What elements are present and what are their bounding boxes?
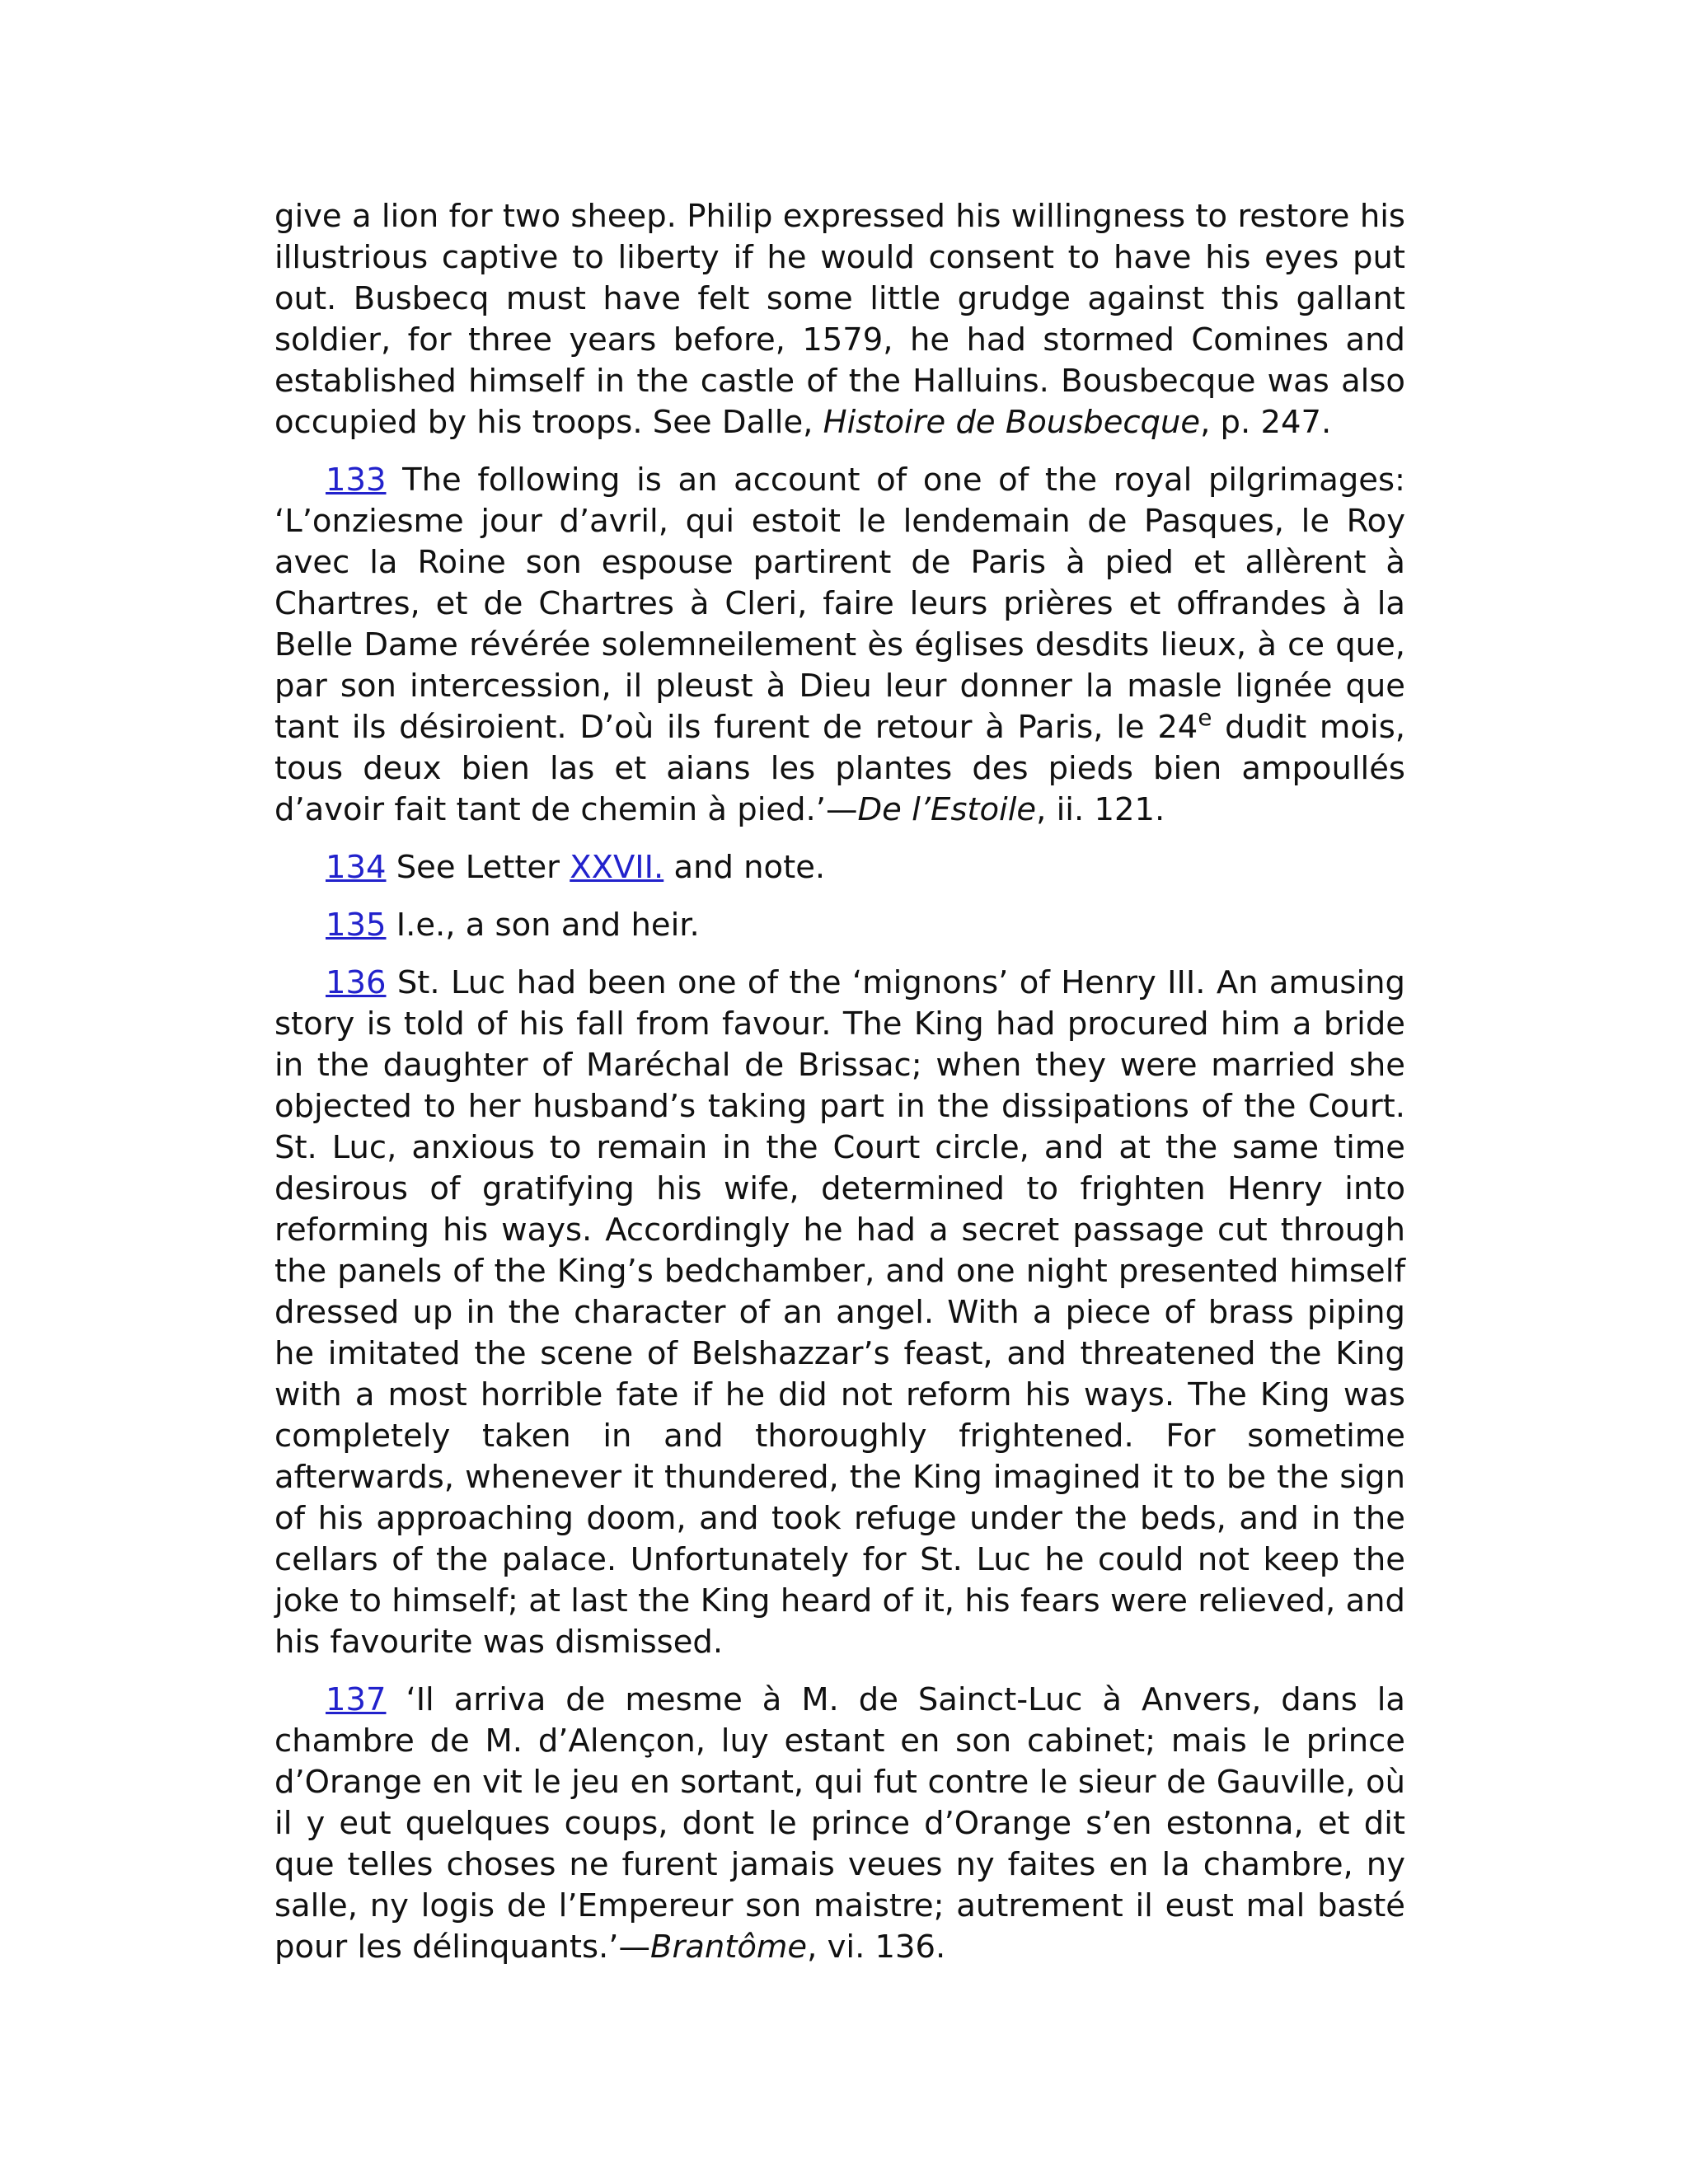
footnote-text: ‘Il arriva de mesme à M. de Sainct-Luc à Anvers, dans la chambre de M. d’Alençon, luy estant en son cabinet; mais le prince d’Orange en vit le jeu en sortant, qui fut contre le sieur de Gauville, où il y eut quelques coups, dont le prince d’Orange s’en estonna, et dit que telles choses ne furent jamais veues ny faites en la chambre, ny salle, ny logis de l’Empereur son maistre; autrement il eust mal basté pour les délinquants.’— <box>274 1681 1405 1966</box>
footnote-number-link-137[interactable]: 137 <box>326 1681 387 1718</box>
superscript-text: e <box>1198 703 1212 731</box>
italic-citation: De l’Estoile <box>857 791 1037 828</box>
footnote-137 <box>274 1680 1405 1968</box>
footnote-number-link-136[interactable]: 136 <box>326 964 387 1001</box>
footnote-text: See Letter <box>386 849 570 886</box>
document-page <box>274 196 1405 1985</box>
footnote-text: dudit mois, tous deux bien las et aians les plantes des pieds bien ampoullés d’avoir fait tant de chemin à pied.’— <box>274 709 1405 828</box>
footnote-text: give a lion for two sheep. Philip expressed his willingness to restore his illustrious captive to liberty if he would consent to have his eyes put out. Busbecq must have felt some little grudge against this gallant soldier, for three years before, 1579, he had stormed Comines and established himself in the castle of the Halluins. Bousbecque was also occupied by his troops. See Dalle, <box>274 198 1405 441</box>
footnote-text: The following is an account of one of the royal pilgrimages: ‘L’onziesme jour d’avril, qui estoit le lendemain de Pasques, le Roy avec la Roine son espouse partirent de Paris à pied et allèrent à Chartres, et de Chartres à Cleri, faire leurs prières et offrandes à la Belle Dame révérée solemneilement ès églises desdits lieux, à ce que, par son intercession, il pleust à Dieu leur donner la masle lignée que tant ils désiroient. D’où ils furent de retour à Paris, le 24 <box>274 462 1405 746</box>
italic-citation: Brantôme <box>650 1929 808 1966</box>
italic-citation: Histoire de Bousbecque <box>823 404 1201 441</box>
footnote-136 <box>274 963 1405 1663</box>
footnote-text: St. Luc had been one of the ‘mignons’ of Henry III. An amusing story is told of his fall from favour. The King had procured him a bride in the daughter of Maréchal de Brissac; when they were married she objected to her husband’s taking part in the dissipations of the Court. St. Luc, anxious to remain in the Court circle, and at the same time desirous of gratifying his wife, determined to frighten Henry into reforming his ways. Accordingly he had a secret passage cut through the panels of the King’s bedchamber, and one night presented himself dressed up in the character of an angel. With a piece of brass piping he imitated the scene of Belshazzar’s feast, and threatened the King with a most horrible fate if he did not reform his ways. The King was completely taken in and thoroughly frightened. For sometime afterwards, whenever it thundered, the King imagined it to be the sign of his approaching doom, and took refuge under the beds, and in the cellars of the palace. Unfortunately for St. Luc he could not keep the joke to himself; at last the King heard of it, his fears were relieved, and his favourite was dismissed. <box>274 964 1405 1661</box>
footnote-133 <box>274 460 1405 831</box>
footnote-text: , ii. 121. <box>1036 791 1165 828</box>
footnote-text: and note. <box>663 849 826 886</box>
footnote-number-link-135[interactable]: 135 <box>326 907 387 944</box>
footnote-text: I.e., a son and heir. <box>386 907 700 944</box>
footnote-134 <box>274 847 1405 888</box>
footnote-135 <box>274 905 1405 946</box>
letter-cross-reference-link[interactable]: XXVII. <box>570 849 664 886</box>
footnote-text: , vi. 136. <box>807 1929 946 1966</box>
footnote-number-link-133[interactable]: 133 <box>326 462 387 499</box>
footnote-number-link-134[interactable]: 134 <box>326 849 387 886</box>
continued-footnote-paragraph <box>274 196 1405 443</box>
footnote-text: , p. 247. <box>1200 404 1332 441</box>
